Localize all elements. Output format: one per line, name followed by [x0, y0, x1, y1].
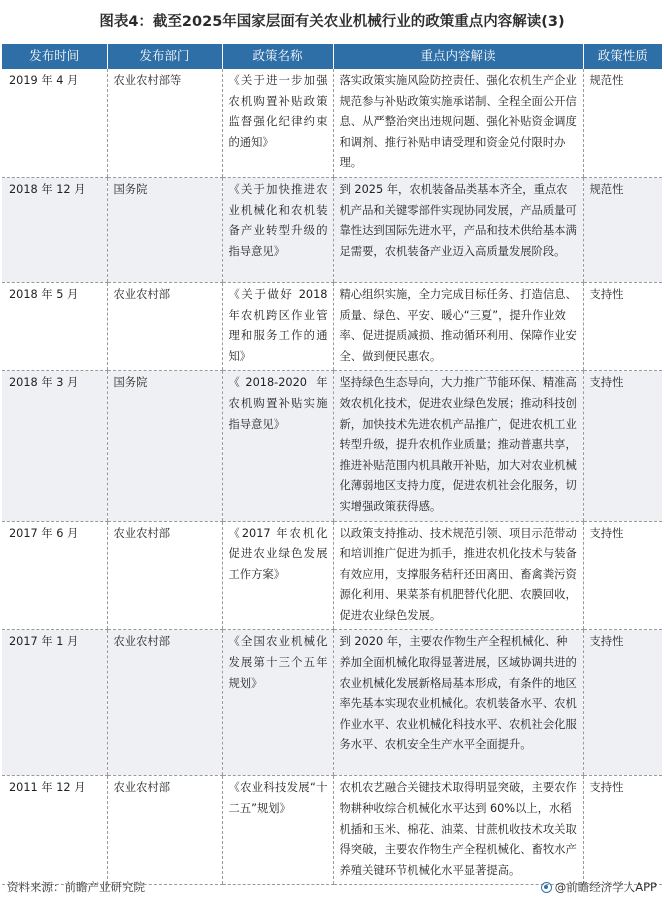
cell-date: 2011 年 12 月 [2, 776, 107, 885]
cell-policy-name: 《全国农业机械化发展第十三个五年规划》 [222, 630, 333, 776]
table-row [2, 371, 662, 521]
cell-dept: 国务院 [107, 371, 222, 521]
cell-dept: 农业农村部 [107, 282, 222, 370]
table-row [2, 776, 662, 885]
cell-policy-name: 《关于做好 2018 年农机跨区作业管理和服务工作的通知》 [222, 282, 333, 370]
cell-policy-name: 《关于加快推进农业机械化和农机装备产业转型升级的指导意见》 [222, 177, 333, 282]
header-content: 重点内容解读 [333, 44, 583, 69]
cell-content: 落实政策实施风险防控责任、强化农机生产企业规范参与补贴政策实施承诺制、全程全面公开信息、从严整治突出违规问题、强化补贴资金调度和调剂、推行补贴申请受理和资金兑付限时办理。 [333, 69, 583, 177]
brand-label: @前瞻经济学人APP [554, 880, 657, 894]
table-row [2, 282, 662, 370]
header-nature: 政策性质 [583, 44, 662, 69]
table-row [2, 177, 662, 282]
header-date: 发布时间 [2, 44, 107, 69]
cell-content: 到 2020 年，主要农作物生产全程机械化、种养加全面机械化取得显著进展，区域协调共进的农业机械化发展新格局基本形成，有条件的地区率先基本实现农业机械化。农机装备水平、农机作业水平、农业机械化科技水平、农机社会化服务水平、农机安全生产水平全面提升。 [333, 630, 583, 776]
cell-nature: 规范性 [583, 69, 662, 177]
cell-policy-name: 《2017 年农机化促进农业绿色发展工作方案》 [222, 521, 333, 630]
table-row [2, 521, 662, 630]
cell-dept: 农业农村部 [107, 630, 222, 776]
source-note: 资料来源：前瞻产业研究院 [7, 880, 145, 894]
cell-date: 2017 年 1 月 [2, 630, 107, 776]
header-name: 政策名称 [222, 44, 333, 69]
cell-dept: 国务院 [107, 177, 222, 282]
cell-content: 坚持绿色生态导向，大力推广节能环保、精准高效农机化技术，促进农业绿色发展；推动科技创新，加快技术先进农机产品推广，促进农机工业转型升级，提升农机作业质量；推动普惠共享，推进补贴范围内机具敞开补贴，加大对农业机械化薄弱地区支持力度，促进农机社会化服务，切实增强政策获得感。 [333, 371, 583, 521]
table-row [2, 630, 662, 776]
cell-nature: 支持性 [583, 521, 662, 630]
cell-nature: 支持性 [583, 776, 662, 885]
cell-nature: 规范性 [583, 177, 662, 282]
cell-policy-name: 《农业科技发展“十二五”规划》 [222, 776, 333, 885]
table-header-row [2, 44, 662, 69]
brand-logo-icon [541, 882, 552, 893]
cell-content: 精心组织实施，全力完成目标任务、打造信息、质量、绿色、平安、暖心“三夏”，提升作业效率、促进提质减损、推动循环利用、保障作业安全、做到便民惠农。 [333, 282, 583, 370]
cell-content: 到 2025 年，农机装备品类基本齐全，重点农机产品和关键零部件实现协同发展，产品质量可靠性达到国际先进水平，产品和技术供给基本满足需要，农机装备产业迈入高质量发展阶段。 [333, 177, 583, 282]
cell-nature: 支持性 [583, 282, 662, 370]
cell-dept: 农业农村部等 [107, 69, 222, 177]
cell-content: 农机农艺融合关键技术取得明显突破，主要农作物耕种收综合机械化水平达到 60%以上，水稻机插和玉米、棉花、油菜、甘蔗机收技术攻关取得突破，主要农作物生产全程机械化、畜牧水产养殖关键环节机械化水平显著提高。 [333, 776, 583, 885]
cell-policy-name: 《关于进一步加强农机购置补贴政策监督强化纪律约束的通知》 [222, 69, 333, 177]
cell-date: 2017 年 6 月 [2, 521, 107, 630]
cell-policy-name: 《2018-2020 年农机购置补贴实施指导意见》 [222, 371, 333, 521]
cell-date: 2019 年 4 月 [2, 69, 107, 177]
policy-table [2, 44, 662, 885]
cell-nature: 支持性 [583, 630, 662, 776]
cell-date: 2018 年 3 月 [2, 371, 107, 521]
header-dept: 发布部门 [107, 44, 222, 69]
cell-date: 2018 年 12 月 [2, 177, 107, 282]
brand-credit [541, 879, 657, 895]
cell-dept: 农业农村部 [107, 521, 222, 630]
cell-dept: 农业农村部 [107, 776, 222, 885]
cell-nature: 支持性 [583, 371, 662, 521]
table-row [2, 69, 662, 177]
chart-title: 图表4：截至2025年国家层面有关农业机械行业的政策重点内容解读(3) [99, 14, 565, 30]
cell-date: 2018 年 5 月 [2, 282, 107, 370]
cell-content: 以政策支持推动、技术规范引领、项目示范带动和培训推广促进为抓手，推进农机化技术与装备有效应用，支撑服务秸秆还田离田、畜禽粪污资源化利用、果菜茶有机肥替代化肥、农膜回收，促进农业绿色发展。 [333, 521, 583, 630]
